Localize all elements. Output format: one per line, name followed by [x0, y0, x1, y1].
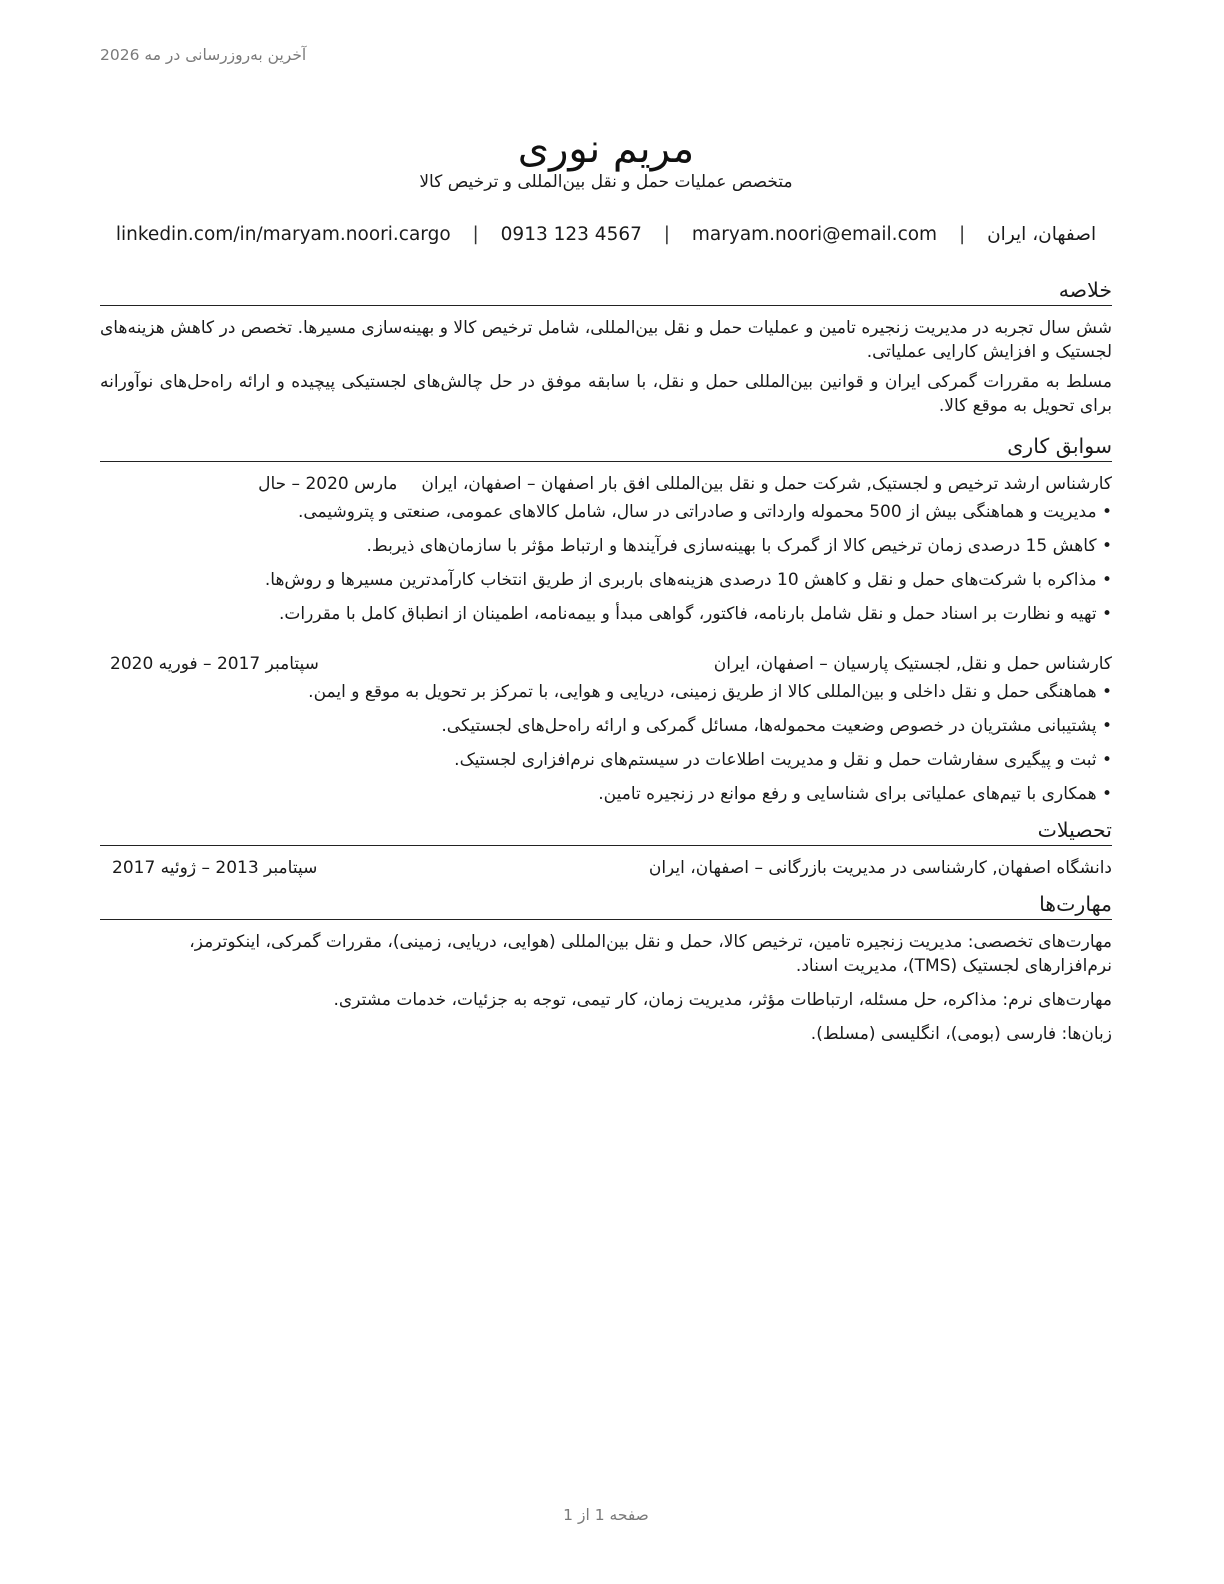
job-bullet: • همکاری با تیم‌های عملیاتی برای شناسایی و رفع موانع در زنجیره تامین.: [100, 782, 1112, 806]
summary-section: [100, 276, 1112, 418]
skills-line: زبان‌ها: فارسی (بومی)، انگلیسی (مسلط).: [810, 1024, 1112, 1044]
contact-line: [100, 222, 1112, 248]
education-entry: [100, 856, 1112, 880]
job-bullets: [100, 500, 1112, 626]
job-heading: کارشناس ارشد ترخیص و لجستیک, شرکت حمل و نقل بین‌المللی افق بار اصفهان – اصفهان، ایران: [421, 474, 1112, 494]
job-heading: کارشناس حمل و نقل, لجستیک پارسیان – اصفهان، ایران: [713, 654, 1112, 674]
last-updated-note: آخرین به‌روزرسانی در مه 2026: [100, 46, 307, 64]
contact-email[interactable]: maryam.noori@email.com: [691, 224, 938, 245]
job-bullet: • پشتیبانی مشتریان در خصوص وضعیت محموله‌ها، مسائل گمرکی و ارائه راه‌حل‌های لجستیکی.: [100, 714, 1112, 738]
contact-linkedin[interactable]: linkedin.com/in/maryam.noori.cargo: [115, 224, 451, 245]
job-bullet: • ثبت و پیگیری سفارشات حمل و نقل و مدیریت اطلاعات در سیستم‌های نرم‌افزاری لجستیک.: [100, 748, 1112, 772]
job-bullet: • کاهش 15 درصدی زمان ترخیص کالا از گمرک با بهینه‌سازی فرآیندها و ارتباط مؤثر با سازمان‌های ذیربط.: [100, 534, 1112, 558]
job-dates: سپتامبر 2017 – فوریه 2020: [110, 654, 319, 674]
contact-phone: 0913 123 4567: [500, 224, 642, 245]
job-entry: [100, 472, 1112, 626]
job-header: [100, 472, 1112, 496]
resume-page: [100, 0, 1112, 1584]
education-dates: سپتامبر 2013 – ژوئیه 2017: [112, 858, 318, 878]
skills-line: مهارت‌های تخصصی: مدیریت زنجیره تامین، ترخیص کالا، حمل و نقل بین‌المللی (هوایی، دریایی، زمینی)، مقررات گمرکی، اینکوترمز، نرم‌افزارهای لجستیک (TMS)، مدیریت اسناد.: [189, 932, 1112, 976]
job-bullet: • تهیه و نظارت بر اسناد حمل و نقل شامل بارنامه، فاکتور، گواهی مبدأ و بیمه‌نامه، اطمینان از انطباق کامل با مقررات.: [100, 602, 1112, 626]
job-bullet: • مذاکره با شرکت‌های حمل و نقل و کاهش 10 درصدی هزینه‌های باربری از طریق انتخاب کارآمدترین مسیرها و روش‌ها.: [100, 568, 1112, 592]
section-title-education: تحصیلات: [100, 816, 1112, 846]
summary-paragraph: مسلط به مقررات گمرکی ایران و قوانین بین‌المللی حمل و نقل، با سابقه موفق در حل چالش‌های لجستیکی پیچیده و ارائه راه‌حل‌های نوآورانه برای تحویل به موقع کالا.: [100, 372, 1112, 416]
section-title-summary: خلاصه: [100, 276, 1112, 306]
job-entry: [100, 652, 1112, 806]
contact-separator: |: [958, 224, 966, 245]
job-bullet: • هماهنگی حمل و نقل داخلی و بین‌المللی کالا از طریق زمینی، دریایی و هوایی، با تمرکز بر تحویل به موقع و ایمن.: [100, 680, 1112, 704]
job-dates: مارس 2020 – حال: [258, 474, 398, 494]
section-title-experience: سوابق کاری: [100, 432, 1112, 462]
education-heading: دانشگاه اصفهان, کارشناسی در مدیریت بازرگانی – اصفهان، ایران: [648, 858, 1112, 878]
contact-separator: |: [663, 224, 671, 245]
job-header: [100, 652, 1112, 676]
contact-location: اصفهان، ایران: [987, 224, 1097, 245]
education-section: [100, 816, 1112, 880]
candidate-title: متخصص عملیات حمل و نقل بین‌المللی و ترخیص کالا: [419, 172, 793, 192]
skills-line: مهارت‌های نرم: مذاکره، حل مسئله، ارتباطات مؤثر، مدیریت زمان، کار تیمی، توجه به جزئیات، خدمات مشتری.: [333, 990, 1112, 1010]
experience-section: [100, 432, 1112, 806]
job-bullets: [100, 680, 1112, 806]
summary-paragraph: شش سال تجربه در مدیریت زنجیره تامین و عملیات حمل و نقل بین‌المللی، شامل ترخیص کالا و بهینه‌سازی مسیرها. تخصص در کاهش هزینه‌های لجستیک و افزایش کارایی عملیاتی.: [100, 318, 1112, 362]
job-bullet: • مدیریت و هماهنگی بیش از 500 محموله وارداتی و صادراتی در سال، شامل کالاهای عمومی، صنعتی و پتروشیمی.: [100, 500, 1112, 524]
contact-separator: |: [472, 224, 479, 245]
skills-section: [100, 890, 1112, 1046]
candidate-name: مریم نوری: [517, 125, 695, 172]
section-title-skills: مهارت‌ها: [100, 890, 1112, 920]
resume-content: [100, 276, 1112, 1056]
page-number: صفحه 1 از 1: [563, 1506, 649, 1524]
